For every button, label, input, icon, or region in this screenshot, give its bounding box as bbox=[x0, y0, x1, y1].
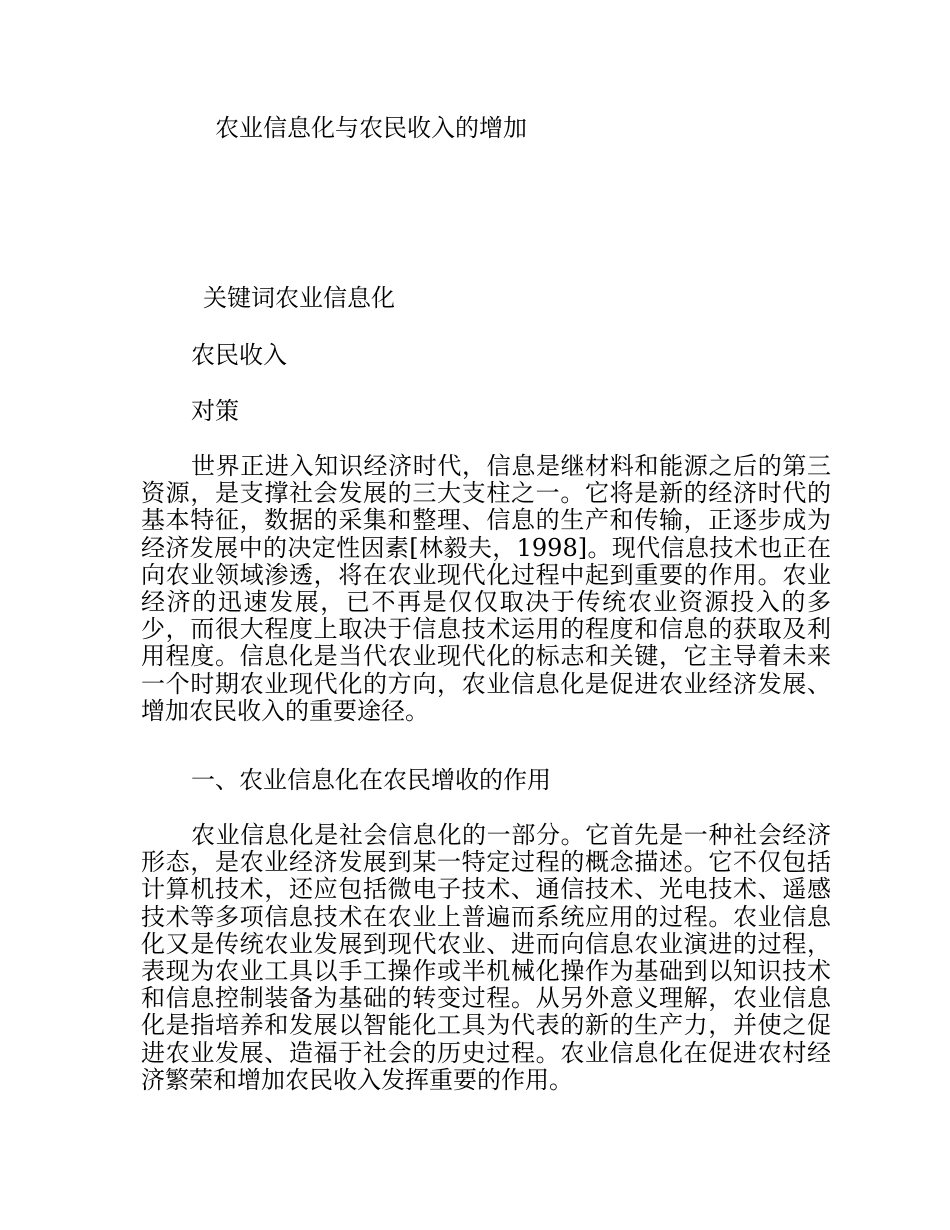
section-paragraph: 农业信息化是社会信息化的一部分。它首先是一种社会经济形态，是农业经济发展到某一特定过程的概念描述。它不仅包括计算机技术，还应包括微电子技术、通信技术、光电技术、遥感技术等多项信息技术在农业上普遍而系统应用的过程。农业信息化又是传统农业发展到现代农业、进而向信息农业演进的过程，表现为农业工具以手工操作或半机械化操作为基础到以知识技术和信息控制装备为基础的转变过程。从另外意义理解，农业信息化是指培养和发展以智能化工具为代表的新的生产力，并使之促进农业发展、造福于社会的历史过程。农业信息化在促进农村经济繁荣和增加农民收入发挥重要的作用。 bbox=[141, 821, 831, 1094]
intro-paragraph: 世界正进入知识经济时代，信息是继材料和能源之后的第三资源，是支撑社会发展的三大支柱之一。它将是新的经济时代的基本特征，数据的采集和整理、信息的生产和传输，正逐步成为经济发展中的决定性因素[林毅夫，1998]。现代信息技术也正在向农业领域渗透，将在农业现代化过程中起到重要的作用。农业经济的迅速发展，已不再是仅仅取决于传统农业资源投入的多少，而很大程度上取决于信息技术运用的程度和信息的获取及利用程度。信息化是当代农业现代化的标志和关键，它主导着未来一个时期农业现代化的方向，农业信息化是促进农业经济发展、增加农民收入的重要途径。 bbox=[141, 452, 831, 725]
section-heading: 一、农业信息化在农民增收的作用 bbox=[191, 766, 551, 794]
document-title: 农业信息化与农民收入的增加 bbox=[215, 114, 527, 142]
keyword-line-1: 关键词农业信息化 bbox=[203, 284, 395, 312]
keyword-line-3: 对策 bbox=[191, 397, 239, 425]
keyword-line-2: 农民收入 bbox=[191, 341, 287, 369]
